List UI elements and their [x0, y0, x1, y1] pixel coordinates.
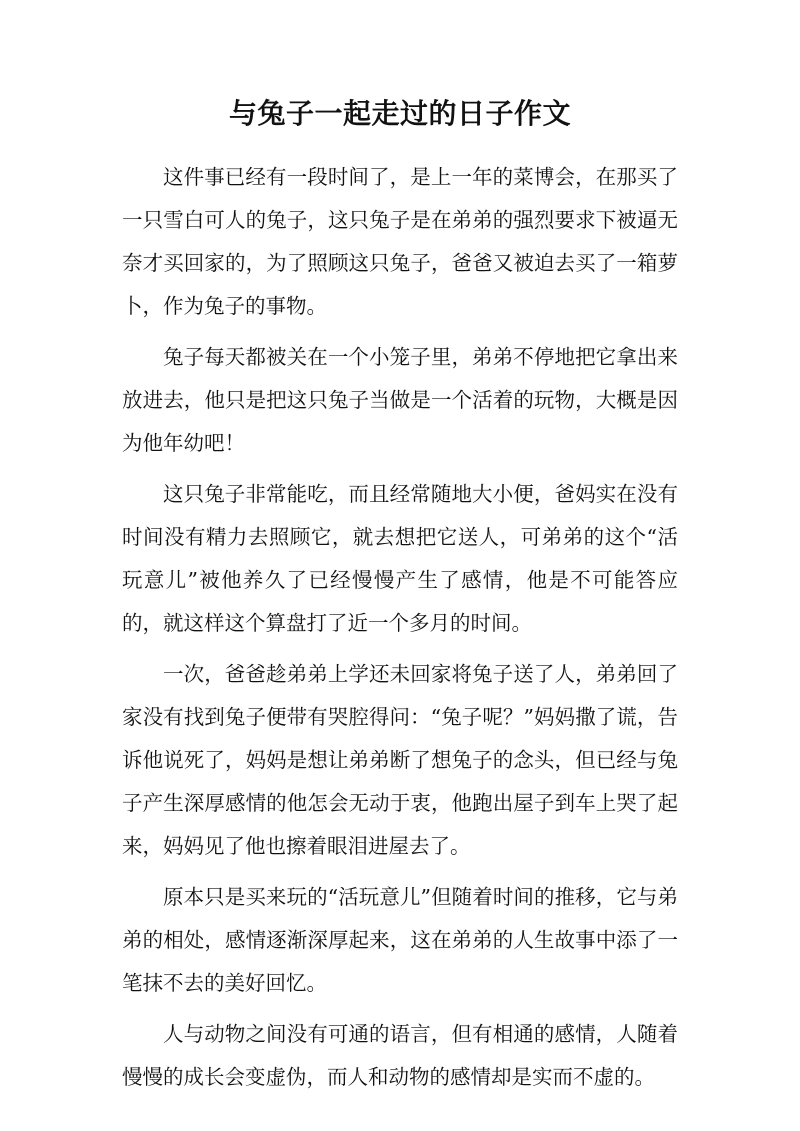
paragraph-1: 这件事已经有一段时间了，是上一年的菜博会，在那买了一只雪白可人的兔子，这只兔子是在弟弟的强烈要求下被逼无奈才买回家的，为了照顾这只兔子，爸爸又被迫去买了一箱萝卜，作为兔子的事物。 — [122, 165, 678, 318]
paragraph-2: 兔子每天都被关在一个小笼子里，弟弟不停地把它拿出来放进去，他只是把这只兔子当做是一个活着的玩物，大概是因为他年幼吧！ — [122, 345, 678, 455]
document-title: 与兔子一起走过的日子作文 — [228, 97, 571, 130]
paragraph-3: 这只兔子非常能吃，而且经常随地大小便，爸妈实在没有时间没有精力去照顾它，就去想把它送人，可弟弟的这个“活玩意儿”被他养久了已经慢慢产生了感情，他是不可能答应的，就这样这个算盘打了近一个多月的时间。 — [122, 482, 678, 635]
paragraph-6: 人与动物之间没有可通的语言，但有相通的感情，人随着慢慢的成长会变虚伪，而人和动物的感情却是实而不虚的。 — [122, 1022, 678, 1089]
paragraph-5: 原本只是买来玩的“活玩意儿”但随着时间的推移，它与弟弟的相处，感情逐渐深厚起来，这在弟弟的人生故事中添了一笔抹不去的美好回忆。 — [122, 885, 678, 995]
paragraph-4: 一次，爸爸趁弟弟上学还未回家将兔子送了人，弟弟回了家没有找到兔子便带有哭腔得问：“兔子呢？”妈妈撒了谎，告诉他说死了，妈妈是想让弟弟断了想兔子的念头，但已经与兔子产生深厚感情的他怎会无动于衷，他跑出屋子到车上哭了起来，妈妈见了他也擦着眼泪进屋去了。 — [122, 662, 678, 858]
